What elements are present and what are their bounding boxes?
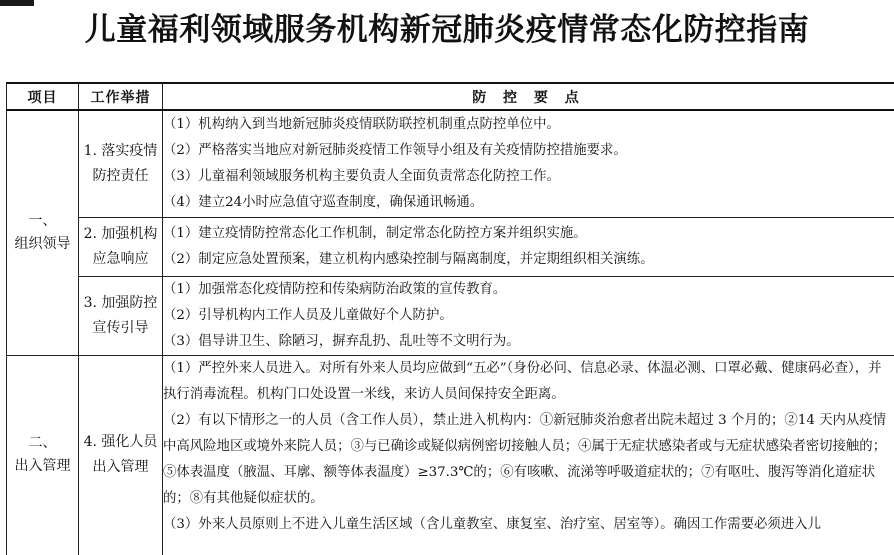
point-text: （3）倡导讲卫生、除陋习，摒弃乱扔、乱吐等不文明行为。 <box>163 333 520 349</box>
category-number: 一、 <box>28 212 57 229</box>
header-item: 项目 <box>7 83 79 110</box>
point-text: （3）儿童福利领域服务机构主要负责人全面负责常态化防控工作。 <box>163 168 560 184</box>
measure-cell-3 <box>79 276 163 355</box>
measure-label-line: 应急响应 <box>92 250 149 267</box>
category-label: 出入管理 <box>14 458 71 475</box>
category-cell-access <box>7 355 79 555</box>
table-row <box>7 276 894 355</box>
point-text: （2）有以下情形之一的人员（含工作人员），禁止进入机构内：①新冠肺炎治愈者出院未超过 3 个月的；②14 天内从疫情中高风险地区或境外来院人员；③与已确诊或疑似病例密切接触人员；④属于无症状感染者或与无症状感染者密切接触的；⑤体表温度（腋温、耳廓、额等体表温度）≥37.3℃的；⑥有咳嗽、流涕等呼吸道症状的；⑦有呕吐、腹泻等消化道症状的；⑧有其他疑似症状的。 <box>163 412 887 506</box>
measure-label-line: 2. 加强机构 <box>83 225 158 242</box>
document-title: 儿童福利领域服务机构新冠肺炎疫情常态化防控指南 <box>84 12 810 48</box>
table-row <box>7 355 894 555</box>
point-text: （2）严格落实当地应对新冠肺炎疫情工作领导小组及有关疫情防控措施要求。 <box>163 142 627 158</box>
measure-label-line: 宣传引导 <box>92 319 149 336</box>
measure-label-line: 3. 加强防控 <box>83 294 158 311</box>
points-cell-4 <box>163 355 894 555</box>
measure-cell-1 <box>79 110 163 217</box>
measure-label-line: 1. 落实疫情 <box>83 142 158 159</box>
measure-cell-2 <box>79 217 163 276</box>
point-text: （1）严控外来人员进入。对所有外来人员均应做到“五必”（身份必问、信息必录、体温必测、口罩必戴、健康码必查），并执行消毒流程。机构门口处设置一米线，来访人员间保持安全距离。 <box>163 360 882 402</box>
point-text: （1）加强常态化疫情防控和传染病防治政策的宣传教育。 <box>163 281 507 297</box>
measure-cell-4 <box>79 355 163 555</box>
points-cell-3 <box>163 276 894 355</box>
point-text: （1）机构纳入到当地新冠肺炎疫情联防联控机制重点防控单位中。 <box>163 116 560 132</box>
table-row <box>7 110 894 217</box>
point-text: （3）外来人员原则上不进入儿童生活区域（含儿童教室、康复室、治疗室、居室等）。确因工作需要必须进入儿 <box>163 516 821 532</box>
measure-label-line: 4. 强化人员 <box>83 434 158 451</box>
table-header-row <box>7 83 894 110</box>
header-points: 防 控 要 点 <box>163 83 894 110</box>
points-cell-1 <box>163 110 894 217</box>
measure-label-line: 出入管理 <box>92 459 149 476</box>
point-text: （1）建立疫情防控常态化工作机制，制定常态化防控方案并组织实施。 <box>163 225 587 241</box>
points-cell-2 <box>163 217 894 276</box>
guideline-table <box>6 82 894 555</box>
category-label: 组织领导 <box>14 235 71 252</box>
point-text: （2）引导机构内工作人员及儿童做好个人防护。 <box>163 307 453 323</box>
table-row <box>7 217 894 276</box>
corner-mark <box>0 0 34 6</box>
point-text: （2）制定应急处置预案，建立机构内感染控制与隔离制度，并定期组织相关演练。 <box>163 251 654 267</box>
category-number: 二、 <box>28 435 57 452</box>
point-text: （4）建立24小时应急值守巡查制度，确保通讯畅通。 <box>163 194 484 210</box>
category-cell-organization <box>7 110 79 355</box>
measure-label-line: 防控责任 <box>92 167 149 184</box>
header-measure: 工作举措 <box>79 83 163 110</box>
